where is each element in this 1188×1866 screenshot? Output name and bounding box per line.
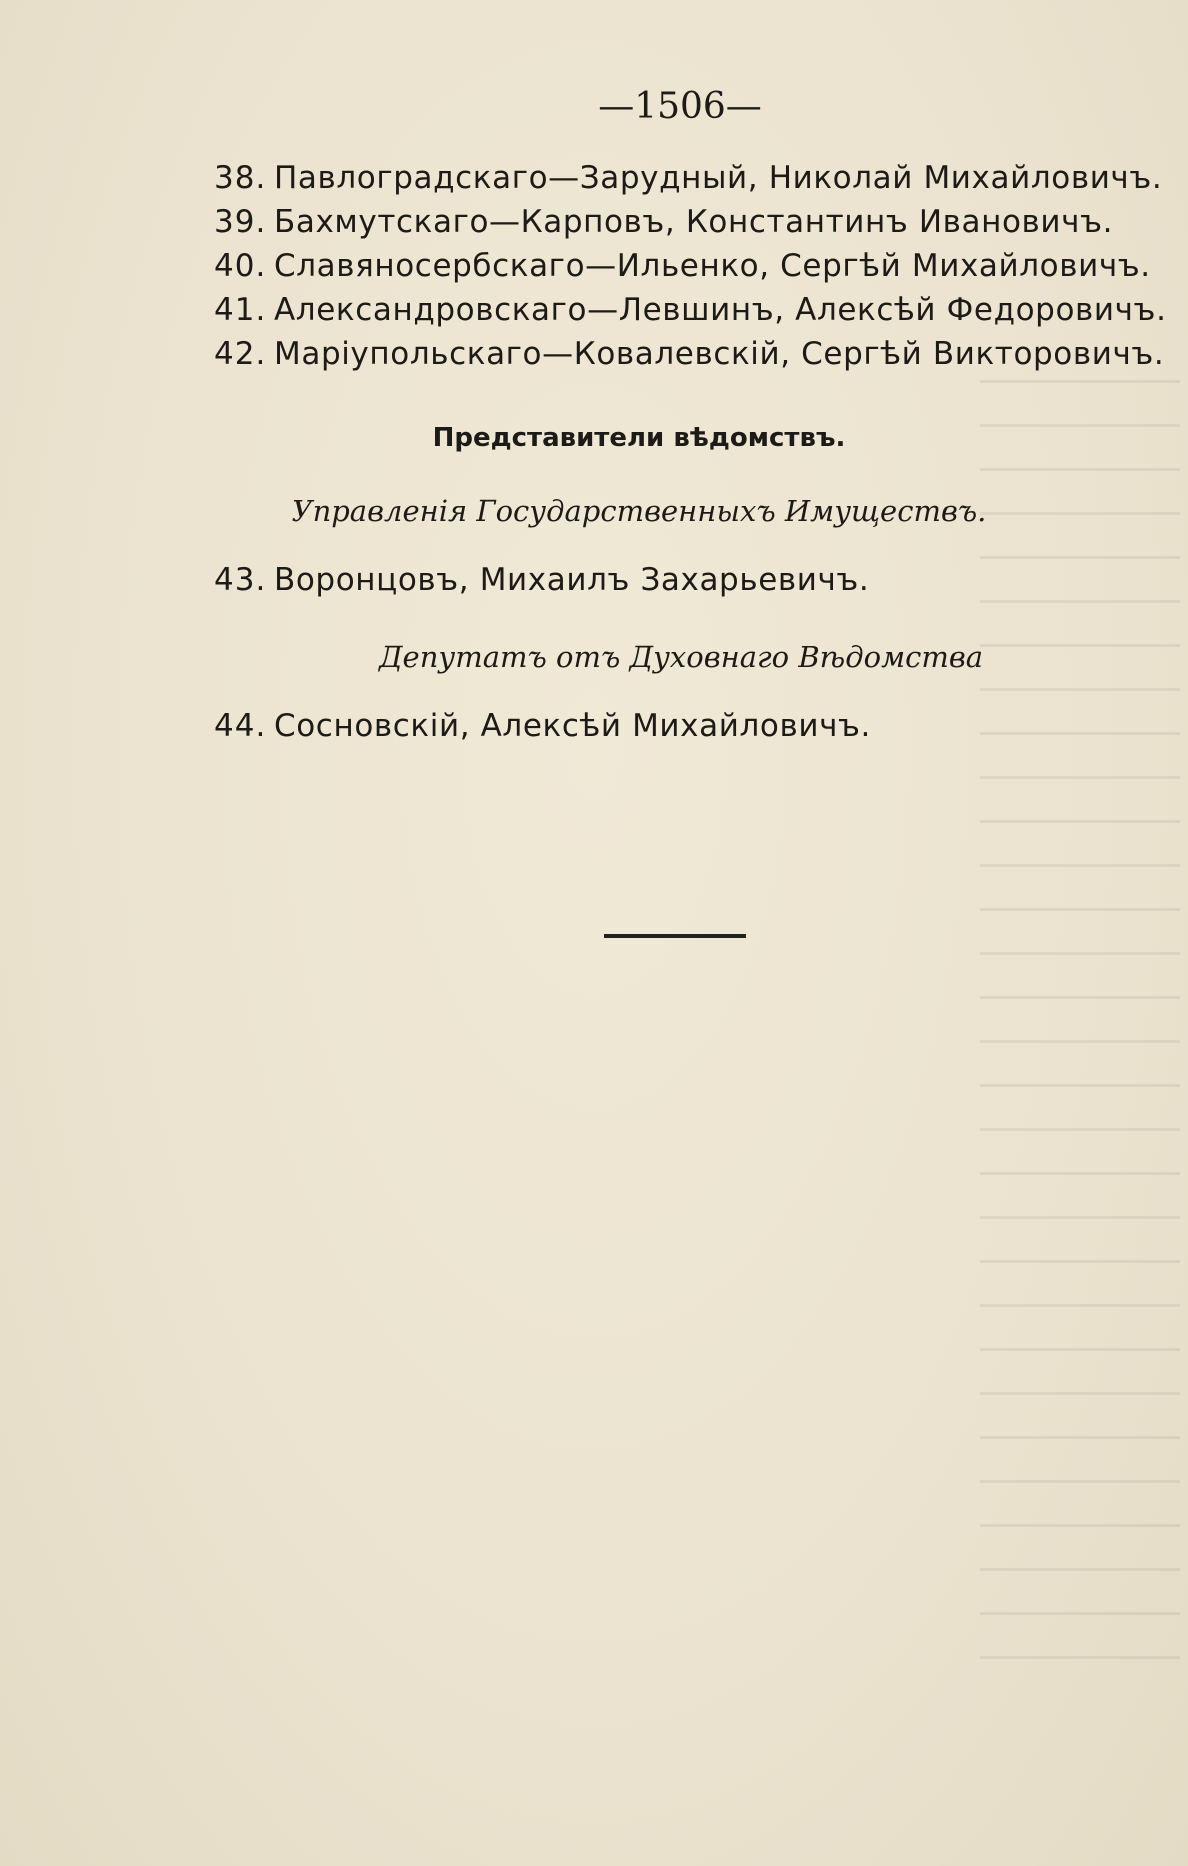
entry-row [214,562,869,606]
entry-text: Александровскаго—Левшинъ, Алексѣй Федоровичъ. [274,292,1167,328]
entry-row [214,204,1174,248]
entry-row [214,248,1174,292]
entry-text: Славяносербскаго—Ильенко, Сергѣй Михайловичъ. [274,248,1151,284]
entry-text: Маріупольскаго—Ковалевскій, Сергѣй Викторовичъ. [274,336,1165,372]
entry-number: 41. [214,292,267,328]
entry-text: Воронцовъ, Михаилъ Захарьевичъ. [274,562,870,598]
entry-row [214,708,871,752]
entry-number: 40. [214,248,267,284]
entry-text: Бахмутскаго—Карповъ, Константинъ Ивановичъ. [274,204,1114,240]
entry-text: Павлоградскаго—Зарудный, Николай Михайловичъ. [274,160,1163,196]
subheading-clergy-deputy: Депутатъ отъ Духовнаго Вѣдомства [378,640,984,674]
entry-text: Сосновскій, Алексѣй Михайловичъ. [274,708,871,744]
page-number: —1506— [598,86,762,127]
subheading-state-property: Управленія Государственныхъ Имуществъ. [291,494,987,528]
entry-number: 39. [214,204,267,240]
bleed-through-texture [980,380,1180,1680]
entry-row [214,160,1174,204]
district-entries-list [214,160,1174,380]
entry-row [214,336,1174,380]
entry-number: 42. [214,336,267,372]
closing-rule [604,934,746,938]
entry-number: 38. [214,160,267,196]
entry-number: 43. [214,562,267,598]
entry-number: 44. [214,708,267,744]
section-heading: Представители вѣдомствъ. [432,423,846,453]
entry-row [214,292,1174,336]
